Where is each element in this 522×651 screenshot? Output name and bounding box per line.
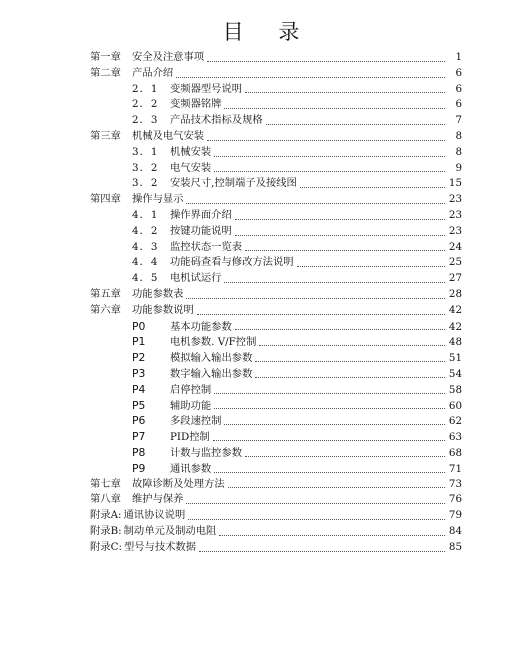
- toc-entry-page-number: 85: [448, 540, 462, 553]
- toc-entry-number: P8: [132, 445, 146, 459]
- dot-leader: [186, 202, 445, 204]
- toc-entry[interactable]: [90, 208, 462, 224]
- toc-entry-page-number: 68: [448, 446, 462, 459]
- toc-entry[interactable]: [90, 240, 462, 256]
- toc-entry-title: 制动单元及制动电阻: [123, 524, 217, 537]
- toc-entry[interactable]: [90, 161, 462, 177]
- toc-entry-page-number: 15: [448, 177, 462, 190]
- toc-entry-page-number: 6: [455, 82, 462, 95]
- toc-entry-number: P2: [132, 351, 146, 365]
- toc-entry-number: 3．1: [132, 145, 159, 158]
- toc-entry-title: 功能码查看与修改方法说明: [170, 256, 294, 269]
- toc-entry-page-number: 84: [448, 524, 462, 537]
- toc-entry-number: 2．2: [132, 98, 159, 111]
- toc-entry-number: 第二章: [90, 66, 121, 79]
- toc-entry-title: 模拟输入输出参数: [170, 352, 253, 365]
- toc-entry-title: 辅助功能: [170, 399, 212, 412]
- toc-entry-number: P6: [132, 414, 146, 428]
- dot-leader: [199, 550, 445, 552]
- toc-entry[interactable]: [90, 97, 462, 113]
- toc-entry-title: 功能参数说明: [132, 303, 194, 316]
- toc-entry[interactable]: [90, 382, 462, 398]
- toc-entry[interactable]: [90, 334, 462, 350]
- toc-entry[interactable]: [90, 50, 462, 66]
- dot-leader: [214, 407, 445, 409]
- toc-entry[interactable]: [90, 113, 462, 129]
- dot-leader: [188, 518, 445, 520]
- toc-entry-page-number: 1: [455, 51, 462, 63]
- toc-entry-title: 计数与监控参数: [170, 446, 243, 459]
- toc-entry-number: 4．2: [132, 224, 159, 237]
- toc-entry-page-number: 73: [448, 477, 462, 490]
- dot-leader: [197, 313, 445, 315]
- dot-leader: [207, 60, 445, 62]
- toc-entry-number: 2．1: [132, 82, 159, 95]
- dot-leader: [266, 123, 445, 125]
- toc-entry-title: 电机参数. V/F控制: [170, 336, 257, 349]
- toc-entry-number: 4．1: [132, 208, 159, 221]
- toc-entry-page-number: 24: [448, 240, 462, 253]
- toc-entry-number: P9: [132, 461, 146, 475]
- toc-entry[interactable]: [90, 129, 462, 145]
- toc-entry-number: 附录B:: [90, 524, 122, 537]
- dot-leader: [176, 76, 445, 78]
- toc-entry[interactable]: [90, 461, 462, 477]
- page-title: 目 录: [222, 20, 314, 44]
- toc-entry-page-number: 42: [448, 320, 462, 333]
- toc-entry-title: 机械安装: [170, 145, 212, 158]
- toc-entry-number: P0: [132, 319, 146, 333]
- toc-entry-number: 3．2: [132, 177, 159, 190]
- toc-entry-title: 变频器型号说明: [170, 82, 243, 95]
- toc-entry-title: 按键功能说明: [170, 224, 232, 237]
- toc-entry-page-number: 76: [448, 493, 462, 506]
- dot-leader: [245, 249, 445, 251]
- dot-leader: [300, 186, 445, 188]
- toc-entry-title: 安装尺寸,控制端子及接线图: [170, 177, 297, 190]
- toc-entry-number: 2．3: [132, 114, 159, 127]
- dot-leader: [235, 218, 445, 220]
- toc-entry-title: 多段速控制: [170, 415, 222, 428]
- dot-leader: [207, 139, 445, 141]
- toc-entry[interactable]: [90, 413, 462, 429]
- toc-entry[interactable]: [90, 524, 462, 540]
- toc-entry[interactable]: [90, 176, 462, 192]
- toc-entry-title: PID控制: [170, 431, 210, 444]
- toc-entry-title: 数字输入输出参数: [170, 367, 253, 380]
- toc-entry-page-number: 79: [448, 509, 462, 522]
- toc-entry-page-number: 23: [448, 193, 462, 206]
- toc-entry[interactable]: [90, 224, 462, 240]
- toc-entry-number: 第三章: [90, 129, 121, 142]
- toc-entry-page-number: 28: [448, 287, 462, 300]
- toc-entry-title: 启停控制: [170, 383, 212, 396]
- toc-entry-title: 监控状态一览表: [170, 240, 243, 253]
- toc-entry[interactable]: [90, 540, 462, 556]
- dot-leader: [235, 328, 445, 330]
- toc-entry-page-number: 23: [448, 208, 462, 221]
- toc-entry-page-number: 9: [455, 161, 462, 174]
- dot-leader: [245, 91, 445, 93]
- toc-entry-title: 功能参数表: [132, 287, 184, 300]
- toc-entry-number: 第五章: [90, 287, 121, 300]
- dot-leader: [235, 234, 445, 236]
- dot-leader: [213, 439, 445, 441]
- toc-entry[interactable]: [90, 492, 462, 508]
- toc-entry-page-number: 71: [448, 462, 462, 475]
- toc-entry-title: 基本功能参数: [170, 320, 232, 333]
- dot-leader: [186, 297, 445, 299]
- dot-leader: [245, 455, 445, 457]
- dot-leader: [186, 502, 445, 504]
- toc-entry-number: 4．3: [132, 240, 159, 253]
- dot-leader: [214, 155, 445, 157]
- toc-entry-page-number: 27: [448, 272, 462, 285]
- toc-entry-title: 产品介绍: [132, 66, 174, 79]
- toc-entry[interactable]: [90, 445, 462, 461]
- toc-entry-number: P7: [132, 430, 146, 444]
- toc-entry[interactable]: [90, 255, 462, 271]
- toc-entry-title: 操作与显示: [132, 193, 184, 206]
- toc-entry-number: P4: [132, 382, 146, 396]
- toc-entry-page-number: 42: [448, 303, 462, 316]
- toc-entry-number: 第一章: [90, 51, 121, 63]
- dot-leader: [224, 423, 445, 425]
- toc-entry[interactable]: [90, 287, 462, 303]
- toc-entry-title: 通讯协议说明: [123, 509, 186, 522]
- toc-entry-number: 4．4: [132, 256, 159, 269]
- toc-entry-number: 附录A:: [90, 509, 122, 522]
- dot-leader: [259, 344, 445, 346]
- toc-entry-number: 附录C:: [90, 540, 122, 553]
- toc-entry-page-number: 25: [448, 256, 462, 269]
- toc-entry-title: 电气安装: [170, 161, 212, 174]
- toc-entry[interactable]: [90, 82, 462, 98]
- toc-entry[interactable]: [90, 145, 462, 161]
- dot-leader: [224, 281, 445, 283]
- toc-entry-page-number: 58: [448, 383, 462, 396]
- toc-entry[interactable]: [90, 477, 462, 493]
- toc-entry-page-number: 51: [448, 352, 462, 365]
- dot-leader: [214, 392, 445, 394]
- toc-entry-page-number: 8: [455, 129, 462, 142]
- toc-entry-number: 第六章: [90, 303, 121, 316]
- toc-entry-page-number: 6: [455, 98, 462, 111]
- toc-entry-title: 型号与技术数据: [123, 540, 197, 553]
- dot-leader: [255, 360, 445, 362]
- toc-entry-page-number: 8: [455, 145, 462, 158]
- toc-entry-number: P3: [132, 366, 146, 380]
- toc-entry[interactable]: [90, 508, 462, 524]
- toc-entry[interactable]: [90, 398, 462, 414]
- toc-entry-number: 第七章: [90, 477, 121, 490]
- toc-entry-page-number: 62: [448, 415, 462, 428]
- toc-entry[interactable]: [90, 271, 462, 287]
- toc-entry[interactable]: [90, 319, 462, 335]
- toc-entry-number: P1: [132, 335, 146, 349]
- toc-entry[interactable]: [90, 66, 462, 82]
- toc-entry-title: 操作界面介绍: [170, 208, 232, 221]
- toc-entry-number: 第四章: [90, 193, 121, 206]
- dot-leader: [224, 107, 445, 109]
- toc-entry-page-number: 63: [448, 431, 462, 444]
- dot-leader: [228, 486, 445, 488]
- toc-entry-page-number: 6: [455, 66, 462, 79]
- toc-entry-page-number: 54: [448, 367, 462, 380]
- dot-leader: [214, 471, 445, 473]
- toc-entry-title: 电机试运行: [170, 272, 222, 285]
- dot-leader: [297, 265, 445, 267]
- toc-entry-title: 维护与保养: [132, 493, 184, 506]
- toc-entry-title: 产品技术指标及规格: [170, 114, 263, 127]
- table-of-contents: [90, 50, 462, 556]
- toc-entry-number: 4．5: [132, 272, 159, 285]
- toc-entry-number: P5: [132, 398, 146, 412]
- toc-entry-number: 3．2: [132, 161, 159, 174]
- dot-leader: [214, 170, 445, 172]
- toc-entry[interactable]: [90, 366, 462, 382]
- dot-leader: [255, 376, 445, 378]
- toc-entry[interactable]: [90, 303, 462, 319]
- toc-entry-page-number: 48: [448, 336, 462, 349]
- toc-entry-title: 故障诊断及处理方法: [132, 477, 225, 490]
- toc-entry[interactable]: [90, 192, 462, 208]
- toc-entry[interactable]: [90, 350, 462, 366]
- toc-entry-number: 第八章: [90, 493, 121, 506]
- dot-leader: [219, 534, 445, 536]
- toc-entry-title: 通讯参数: [170, 462, 212, 475]
- toc-entry-title: 安全及注意事项: [132, 51, 205, 63]
- toc-entry-title: 变频器铭牌: [170, 98, 222, 111]
- toc-entry-page-number: 60: [448, 399, 462, 412]
- toc-entry-page-number: 7: [455, 114, 462, 127]
- toc-entry-title: 机械及电气安装: [132, 129, 205, 142]
- toc-entry-page-number: 23: [448, 224, 462, 237]
- toc-entry[interactable]: [90, 429, 462, 445]
